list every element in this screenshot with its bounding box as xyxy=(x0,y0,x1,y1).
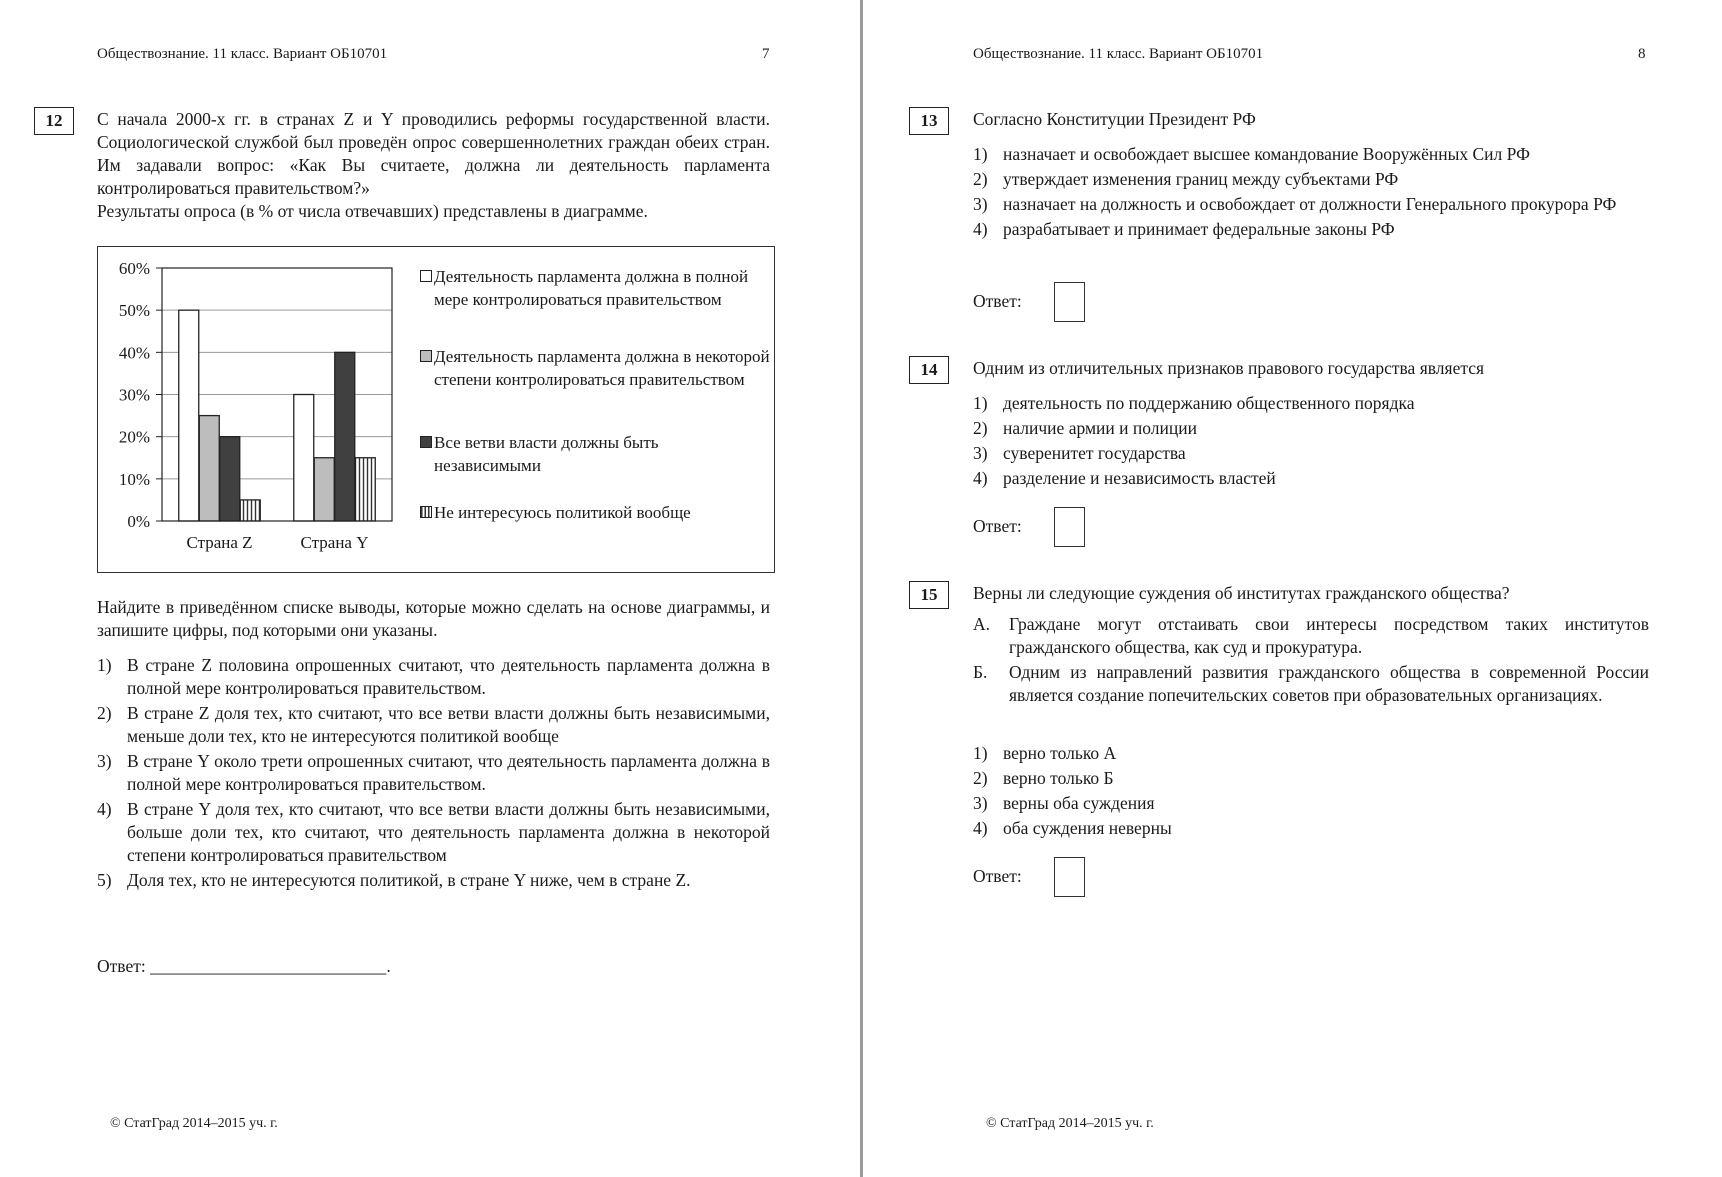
right-page xyxy=(863,0,1722,1177)
chart-bars xyxy=(179,310,376,521)
question-15-answer-box[interactable] xyxy=(1054,857,1085,897)
list-item xyxy=(973,168,1649,191)
option-text: В стране Y доля тех, кто считают, что все ветви власти должны быть независимыми, больше доли тех, кто считают, что деятельность парламента должна в некоторой степени контролироваться правительством xyxy=(127,799,770,865)
option-number: 4) xyxy=(97,799,112,819)
option-text: разделение и независимость властей xyxy=(1003,468,1276,488)
option-number: 3) xyxy=(973,443,988,463)
legend-swatch xyxy=(420,436,432,448)
question-14-answer-label: Ответ: xyxy=(973,516,1022,536)
option-text: назначает и освобождает высшее командование Вооружённых Сил РФ xyxy=(1003,144,1530,164)
question-number-box: 14 xyxy=(909,356,949,384)
option-number: 1) xyxy=(973,393,988,413)
option-number: 2) xyxy=(97,703,112,723)
legend-label: Деятельность парламента должна в полной мере контролироваться правительством xyxy=(434,267,749,309)
x-tick-label: Страна Z xyxy=(186,533,253,552)
bar-y-series-3 xyxy=(335,352,355,521)
page-footer: © СтатГрад 2014–2015 уч. г. xyxy=(110,1116,278,1131)
list-item xyxy=(973,442,1649,465)
option-number: 4) xyxy=(973,219,988,239)
option-text: В стране Z половина опрошенных считают, что деятельность парламента должна в полной мере контролироваться правительством. xyxy=(127,655,770,698)
question-12-options xyxy=(97,654,770,894)
answer-label: Ответ: xyxy=(97,956,146,976)
question-14-answer-box[interactable] xyxy=(1054,507,1085,547)
bar-z-series-3 xyxy=(220,437,240,521)
legend-label: Деятельность парламента должна в некоторой степени контролироваться правительством xyxy=(434,347,770,389)
question-14-options xyxy=(973,392,1649,492)
bar-z-series-4 xyxy=(240,500,260,521)
option-number: 1) xyxy=(97,655,112,675)
list-item xyxy=(973,143,1649,166)
option-text: разрабатывает и принимает федеральные законы РФ xyxy=(1003,219,1395,239)
y-tick-label: 30% xyxy=(118,385,150,405)
option-number: 2) xyxy=(973,768,988,788)
question-13-stem: Согласно Конституции Президент РФ xyxy=(973,109,1256,129)
y-tick-label: 20% xyxy=(118,427,150,447)
legend-swatch xyxy=(420,506,432,518)
question-15-answer-label: Ответ: xyxy=(973,866,1022,886)
chart-x-ticks xyxy=(186,533,368,552)
bar-z-series-1 xyxy=(179,310,199,521)
legend-label: Не интересуюсь политикой вообще xyxy=(434,503,691,522)
legend-swatch xyxy=(420,350,432,362)
option-text: утверждает изменения границ между субъектами РФ xyxy=(1003,169,1399,189)
list-item xyxy=(973,661,1649,707)
list-item xyxy=(973,767,1649,790)
option-text: суверенитет государства xyxy=(1003,443,1186,463)
question-13-answer-label: Ответ: xyxy=(973,291,1022,311)
option-number: 1) xyxy=(973,743,988,763)
option-number: 2) xyxy=(973,418,988,438)
option-text: деятельность по поддержанию общественного порядка xyxy=(1003,393,1415,413)
question-12-answer xyxy=(97,956,391,977)
option-number: 2) xyxy=(973,169,988,189)
list-item xyxy=(97,750,770,796)
list-item xyxy=(973,467,1649,490)
option-text: оба суждения неверны xyxy=(1003,818,1172,838)
list-item xyxy=(973,792,1649,815)
list-item xyxy=(973,218,1649,241)
option-number: 5) xyxy=(97,870,112,890)
question-number-box: 13 xyxy=(909,107,949,135)
option-text: верны оба суждения xyxy=(1003,793,1155,813)
y-tick-label: 50% xyxy=(118,301,150,321)
legend-item-independent xyxy=(420,431,720,477)
answer-line[interactable]: ___________________________. xyxy=(150,956,391,976)
bar-z-series-2 xyxy=(199,416,219,521)
legend-item-full-control xyxy=(420,265,772,311)
chart-y-ticks xyxy=(119,259,150,531)
page-header-title: Обществознание. 11 класс. Вариант ОБ10701 xyxy=(97,46,388,62)
page-header-title: Обществознание. 11 класс. Вариант ОБ10701 xyxy=(973,46,1264,62)
question-12-intro: С начала 2000-х гг. в странах Z и Y проводились реформы государственной власти. Социологической службой был проведён опрос совершеннолетних граждан обеих стран. Им задавали вопрос: «Как Вы считаете, должна ли деятельность парламента контролироваться правительством?» xyxy=(97,109,770,198)
option-number: 1) xyxy=(973,144,988,164)
list-item xyxy=(973,742,1649,765)
survey-chart xyxy=(97,246,775,573)
question-15-options xyxy=(973,742,1649,842)
option-number: 4) xyxy=(973,468,988,488)
option-text: В стране Z доля тех, кто считают, что все ветви власти должны быть независимыми, меньше доли тех, кто не интересуются политикой вообще xyxy=(127,703,770,746)
statement-label: Б. xyxy=(973,662,988,682)
option-number: 3) xyxy=(973,793,988,813)
statement-label: А. xyxy=(973,614,991,634)
question-14-stem: Одним из отличительных признаков правового государства является xyxy=(973,358,1485,378)
page-footer: © СтатГрад 2014–2015 уч. г. xyxy=(986,1116,1154,1131)
option-number: 3) xyxy=(97,751,112,771)
list-item xyxy=(973,392,1649,415)
y-tick-label: 60% xyxy=(118,259,150,278)
list-item xyxy=(97,702,770,748)
question-15-stem: Верны ли следующие суждения об институтах гражданского общества? xyxy=(973,583,1510,603)
list-item xyxy=(97,869,770,892)
question-15-statements xyxy=(973,613,1649,709)
y-tick-label: 0% xyxy=(127,512,150,531)
question-number-box: 12 xyxy=(34,107,74,135)
y-tick-label: 40% xyxy=(118,343,150,363)
option-text: верно только Б xyxy=(1003,768,1114,788)
list-item xyxy=(973,613,1649,659)
legend-item-not-interested xyxy=(420,501,772,524)
list-item xyxy=(973,193,1649,216)
list-item xyxy=(97,654,770,700)
option-text: В стране Y около трети опрошенных считают, что деятельность парламента должна в полной мере контролироваться правительством. xyxy=(127,751,770,794)
question-number-box: 15 xyxy=(909,581,949,609)
statement-text: Одним из направлений развития гражданского общества в современной России является создание попечительских советов при образовательных организациях. xyxy=(1009,662,1649,705)
statement-text: Граждане могут отстаивать свои интересы посредством таких институтов гражданского общества, как суд и прокуратура. xyxy=(1009,614,1649,657)
question-13-options xyxy=(973,143,1649,243)
y-tick-label: 10% xyxy=(118,469,150,489)
question-12-results-line: Результаты опроса (в % от числа отвечавших) представлены в диаграмме. xyxy=(97,201,648,221)
x-tick-label: Страна Y xyxy=(300,533,369,552)
list-item xyxy=(97,798,770,867)
page-number: 8 xyxy=(1638,46,1646,62)
legend-label: Все ветви власти должны быть независимыми xyxy=(434,433,659,475)
bar-y-series-1 xyxy=(294,395,314,522)
list-item xyxy=(973,417,1649,440)
question-13-answer-box[interactable] xyxy=(1054,282,1085,322)
option-text: Доля тех, кто не интересуются политикой, в стране Y ниже, чем в стране Z. xyxy=(127,870,691,890)
legend-item-partial-control xyxy=(420,345,774,391)
bar-y-series-4 xyxy=(355,458,375,521)
option-number: 3) xyxy=(973,194,988,214)
bar-y-series-2 xyxy=(314,458,334,521)
option-number: 4) xyxy=(973,818,988,838)
page-number: 7 xyxy=(762,46,770,62)
option-text: наличие армии и полиции xyxy=(1003,418,1197,438)
legend-swatch xyxy=(420,270,432,282)
list-item xyxy=(973,817,1649,840)
question-12-text xyxy=(97,108,770,223)
option-text: верно только А xyxy=(1003,743,1117,763)
question-12-task: Найдите в приведённом списке выводы, которые можно сделать на основе диаграммы, и запишите цифры, под которыми они указаны. xyxy=(97,597,770,640)
left-page xyxy=(0,0,860,1177)
option-text: назначает на должность и освобождает от должности Генерального прокурора РФ xyxy=(1003,194,1617,214)
